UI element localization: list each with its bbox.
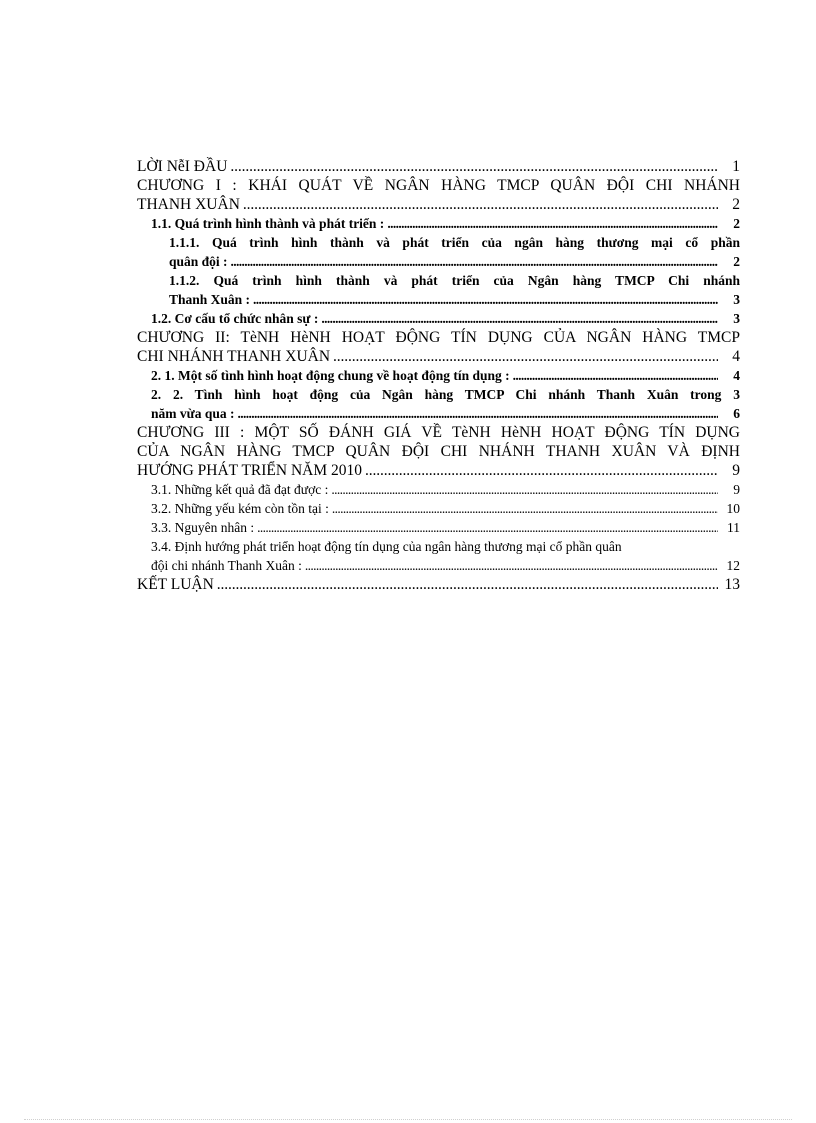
toc-entry[interactable] <box>137 385 740 423</box>
toc-page-number: 13 <box>724 576 740 593</box>
toc-entry[interactable] <box>137 233 740 271</box>
toc-entry-text-line: 3.2. Những yếu kém còn tồn tại : <box>151 501 329 516</box>
toc-entry-text-line: 2. 2. Tình hình hoạt động của Ngân hàng TMCP Chi nhánh Thanh Xuân trong 3 <box>151 387 740 402</box>
toc-page-number: 3 <box>733 292 740 307</box>
toc-entry-text-line: CHƯƠNG I : KHÁI QUÁT VỀ NGÂN HÀNG TMCP QUÂN ĐỘI CHI NHÁNH <box>137 177 740 194</box>
toc-page-number: 4 <box>733 368 740 383</box>
dot-leader <box>231 252 718 271</box>
toc-entry[interactable] <box>137 518 740 537</box>
toc-entry[interactable] <box>137 157 740 176</box>
toc-page-number: 2 <box>733 254 740 269</box>
toc-page-number: 4 <box>732 348 740 365</box>
page-bottom-rule <box>24 1119 792 1120</box>
toc-entry-text-line: 1.2. Cơ cấu tổ chức nhân sự : <box>151 311 319 326</box>
dot-leader <box>243 195 718 214</box>
toc-page-number: 6 <box>733 406 740 421</box>
toc-entry-text-line: quân đội : <box>169 254 228 269</box>
toc-entry-text-line: đội chi nhánh Thanh Xuân : <box>151 558 302 573</box>
toc-entry-text-line: 1.1.2. Quá trình hình thành và phát triển của Ngân hàng TMCP Chi nhánh <box>169 273 740 288</box>
dot-leader <box>387 214 718 233</box>
toc-entry-text-line: HƯỚNG PHÁT TRIỂN NĂM 2010 <box>137 462 363 479</box>
dot-leader <box>238 404 719 423</box>
dot-leader <box>305 556 718 575</box>
toc-entry-text-line: CHI NHÁNH THANH XUÂN <box>137 348 331 365</box>
toc-entry[interactable] <box>137 480 740 499</box>
toc-page-number: 12 <box>726 558 740 573</box>
dot-leader <box>332 499 718 518</box>
toc-entry-text-line: 1.1.1. Quá trình hình thành và phát triển của ngân hàng thương mại cổ phần <box>169 235 740 250</box>
toc-entry[interactable] <box>137 499 740 518</box>
toc-entry[interactable] <box>137 423 740 480</box>
toc-entry-text-line: năm vừa qua : <box>151 406 235 421</box>
toc-entry-text-line: CHƯƠNG II: TèNH HèNH HOẠT ĐỘNG TÍN DỤNG CỦA NGÂN HÀNG TMCP <box>137 329 740 346</box>
toc-page-number: 11 <box>727 520 740 535</box>
dot-leader <box>331 480 718 499</box>
table-of-contents <box>137 157 740 594</box>
toc-entry-text-line: THANH XUÂN <box>137 196 240 213</box>
toc-entry-text-line: CHƯƠNG III : MỘT SỐ ĐÁNH GIÁ VỀ TèNH HèNH HOẠT ĐỘNG TÍN DỤNG <box>137 424 740 441</box>
toc-entry[interactable] <box>137 328 740 366</box>
toc-entry[interactable] <box>137 309 740 328</box>
toc-page-number: 10 <box>726 501 740 516</box>
toc-entry-text-line: 3.1. Những kết quả đã đạt được : <box>151 482 329 497</box>
toc-page-number: 1 <box>732 158 740 175</box>
toc-entry-text-line: Thanh Xuân : <box>169 292 251 307</box>
toc-entry[interactable] <box>137 366 740 385</box>
dot-leader <box>217 575 718 594</box>
dot-leader <box>321 309 718 328</box>
toc-entry-text-line: 3.3. Nguyên nhân : <box>151 520 255 535</box>
toc-entry-text-line: CỦA NGÂN HÀNG TMCP QUÂN ĐỘI CHI NHÁNH THANH XUÂN VÀ ĐỊNH <box>137 443 740 460</box>
toc-entry[interactable] <box>137 271 740 309</box>
toc-entry[interactable] <box>137 575 740 594</box>
toc-entry[interactable] <box>137 214 740 233</box>
dot-leader <box>365 461 718 480</box>
toc-page-number: 2 <box>733 216 740 231</box>
toc-entry-text-line: LỜI NễI ĐẦU <box>137 158 228 175</box>
toc-entry-text-line: KẾT LUẬN <box>137 576 214 593</box>
dot-leader <box>513 366 718 385</box>
toc-entry-text-line: 1.1. Quá trình hình thành và phát triển : <box>151 216 385 231</box>
dot-leader <box>257 518 718 537</box>
toc-entry[interactable] <box>137 537 740 575</box>
toc-page-number: 3 <box>733 311 740 326</box>
toc-entry[interactable] <box>137 176 740 214</box>
toc-entry-text-line: 3.4. Định hướng phát triển hoạt động tín dụng của ngân hàng thương mại cổ phần quân <box>151 539 622 554</box>
toc-entry-text-line: 2. 1. Một số tình hình hoạt động chung về hoạt động tín dụng : <box>151 368 510 383</box>
dot-leader <box>230 157 718 176</box>
dot-leader <box>253 290 718 309</box>
dot-leader <box>333 347 718 366</box>
toc-page-number: 2 <box>732 196 740 213</box>
toc-page-number: 9 <box>732 462 740 479</box>
toc-page-number: 9 <box>733 482 740 497</box>
